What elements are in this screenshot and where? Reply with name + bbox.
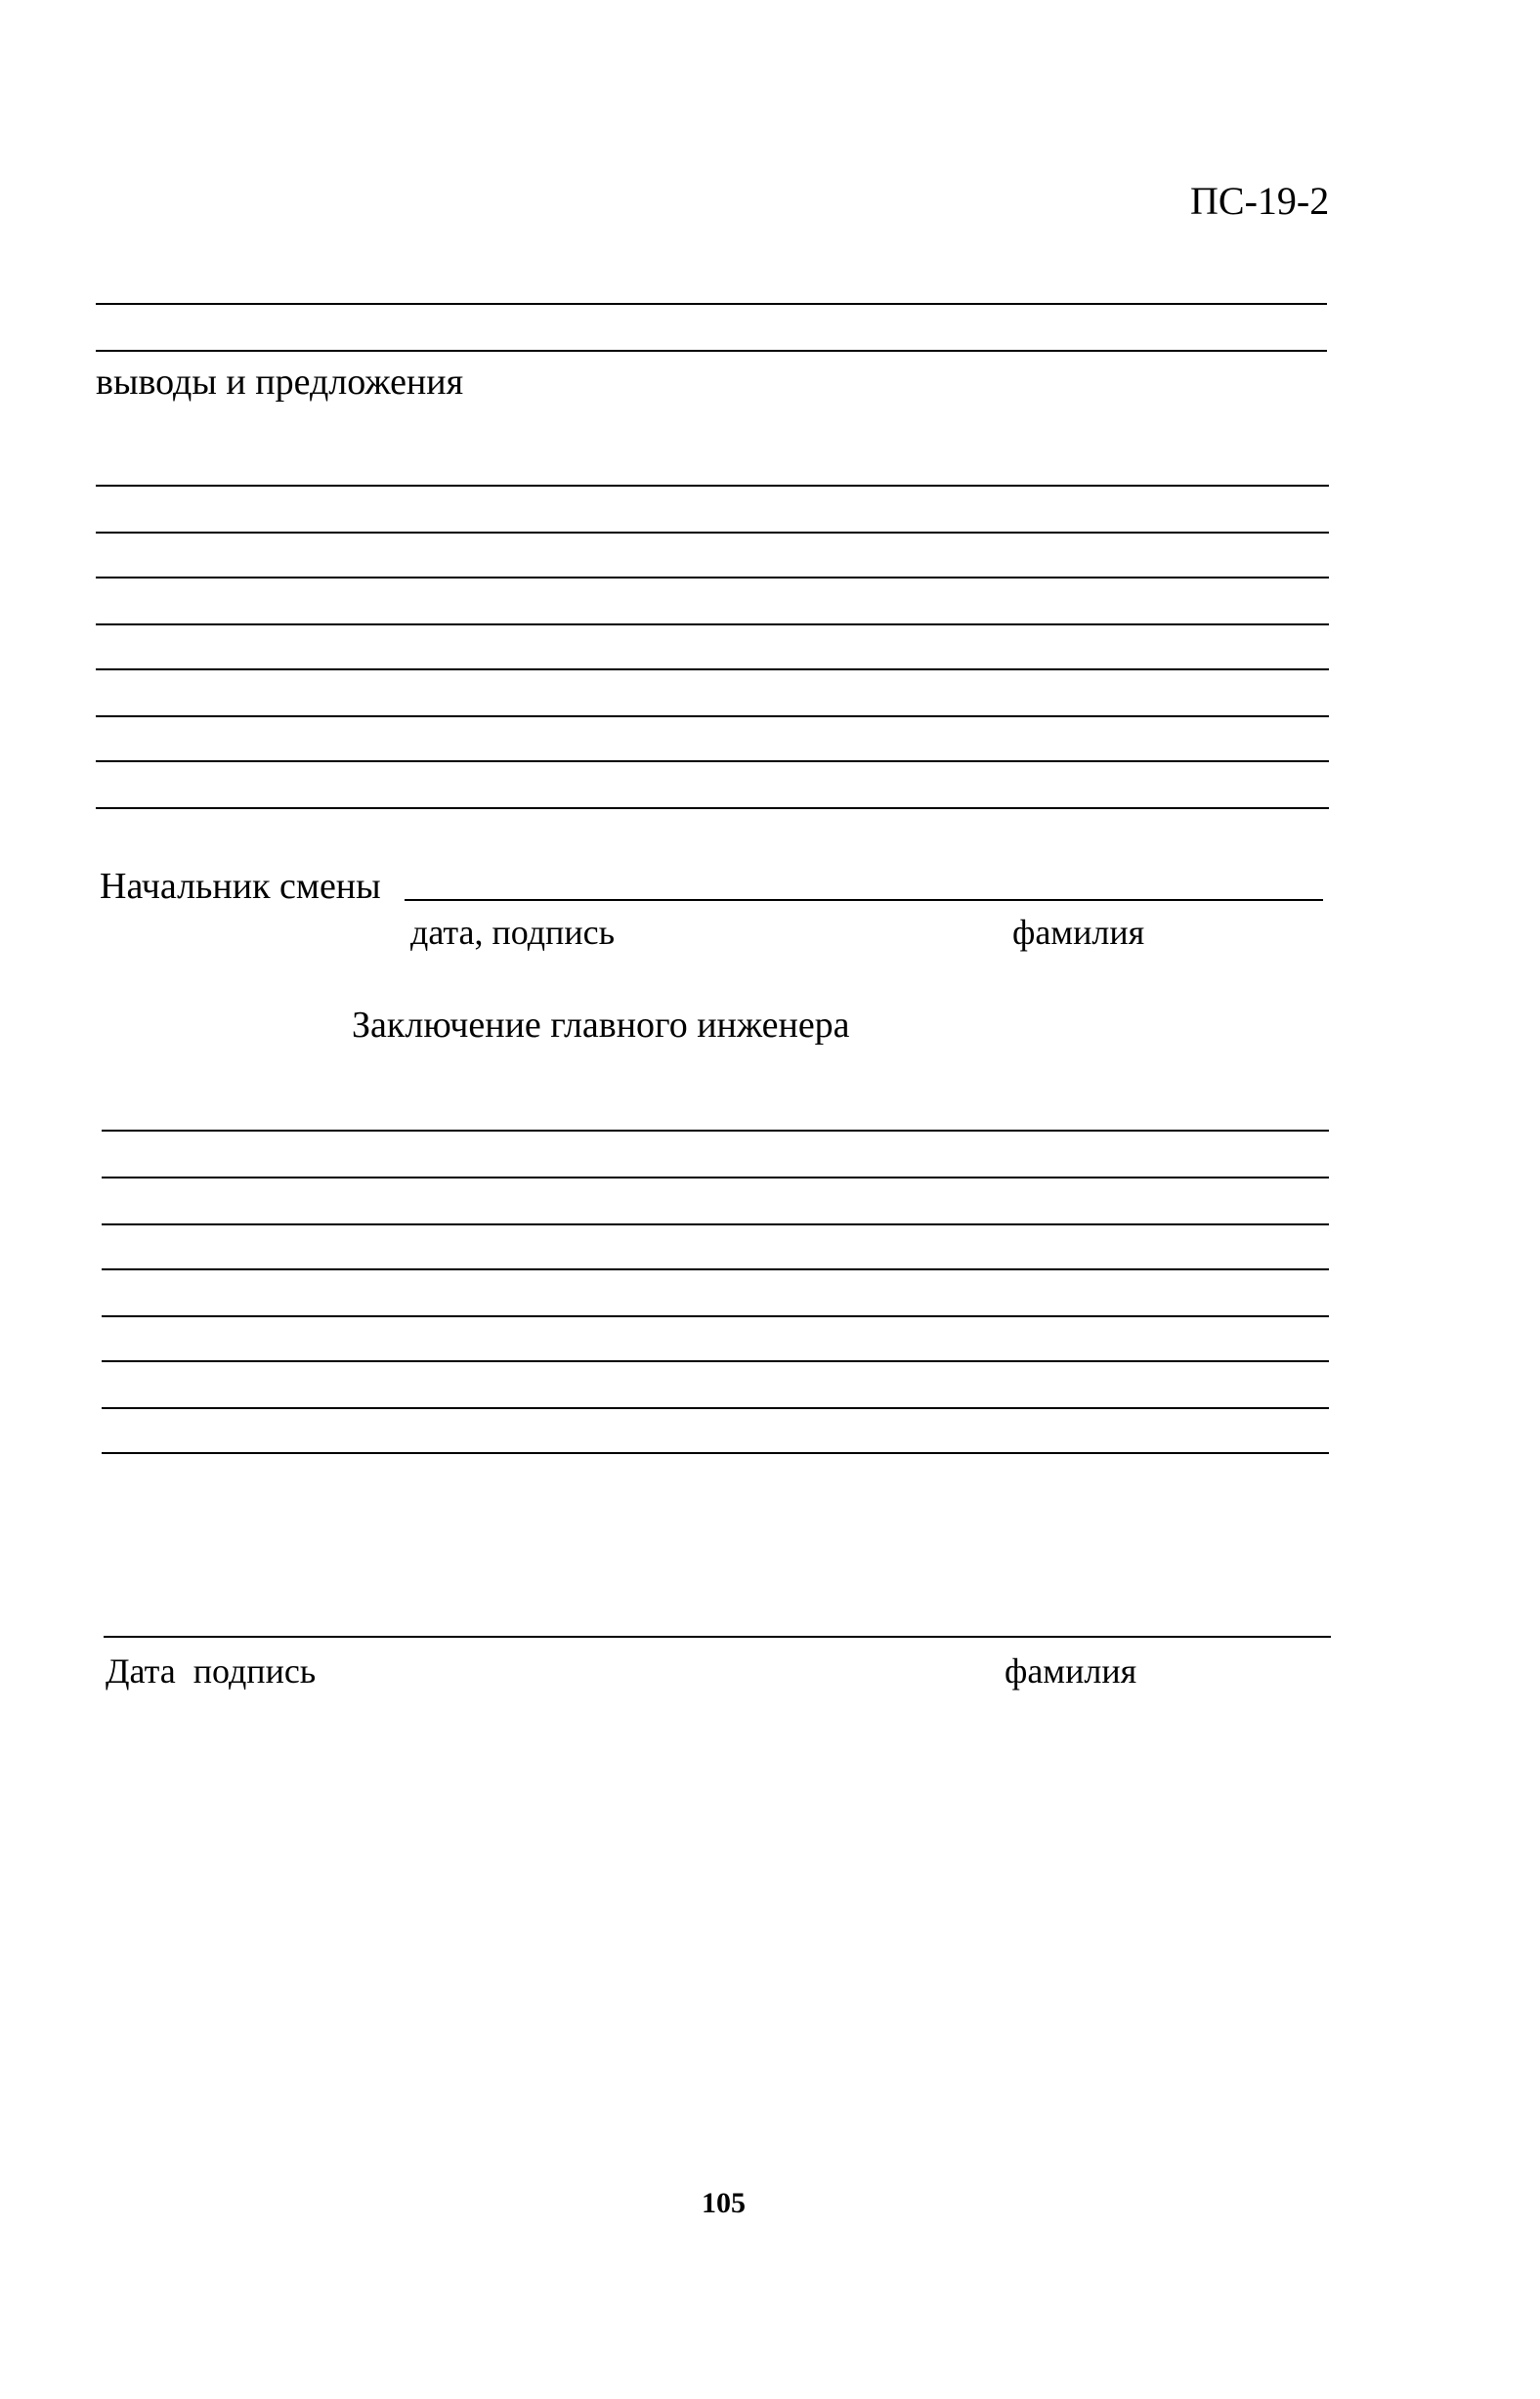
blank-line [96, 350, 1327, 352]
blank-line [102, 1407, 1329, 1409]
blank-line [96, 303, 1327, 305]
blank-line [102, 1223, 1329, 1225]
blank-line [102, 1130, 1329, 1132]
form-code: ПС-19-2 [1190, 179, 1330, 223]
blank-line [96, 807, 1329, 809]
shift-chief-label: Начальник смены [100, 866, 381, 907]
blank-line [96, 577, 1329, 578]
blank-line [96, 485, 1329, 487]
blank-line [96, 760, 1329, 762]
section-heading-conclusions: выводы и предложения [96, 362, 464, 403]
signature-line [104, 1636, 1331, 1638]
blank-line [96, 668, 1329, 670]
blank-line [102, 1315, 1329, 1317]
blank-line [96, 532, 1329, 534]
section-heading-chief-engineer: Заключение главного инженера [352, 1005, 850, 1046]
blank-line [102, 1452, 1329, 1454]
signature-line [405, 899, 1323, 901]
page-number: 105 [702, 2187, 746, 2219]
blank-line [102, 1360, 1329, 1362]
blank-line [96, 623, 1329, 625]
caption-surname: фамилия [1005, 1651, 1137, 1691]
blank-line [102, 1177, 1329, 1178]
caption-date-signature: Дата подпись [106, 1651, 317, 1691]
caption-date-signature: дата, подпись [410, 913, 615, 952]
caption-surname: фамилия [1012, 913, 1145, 952]
blank-line [102, 1268, 1329, 1270]
blank-line [96, 715, 1329, 717]
